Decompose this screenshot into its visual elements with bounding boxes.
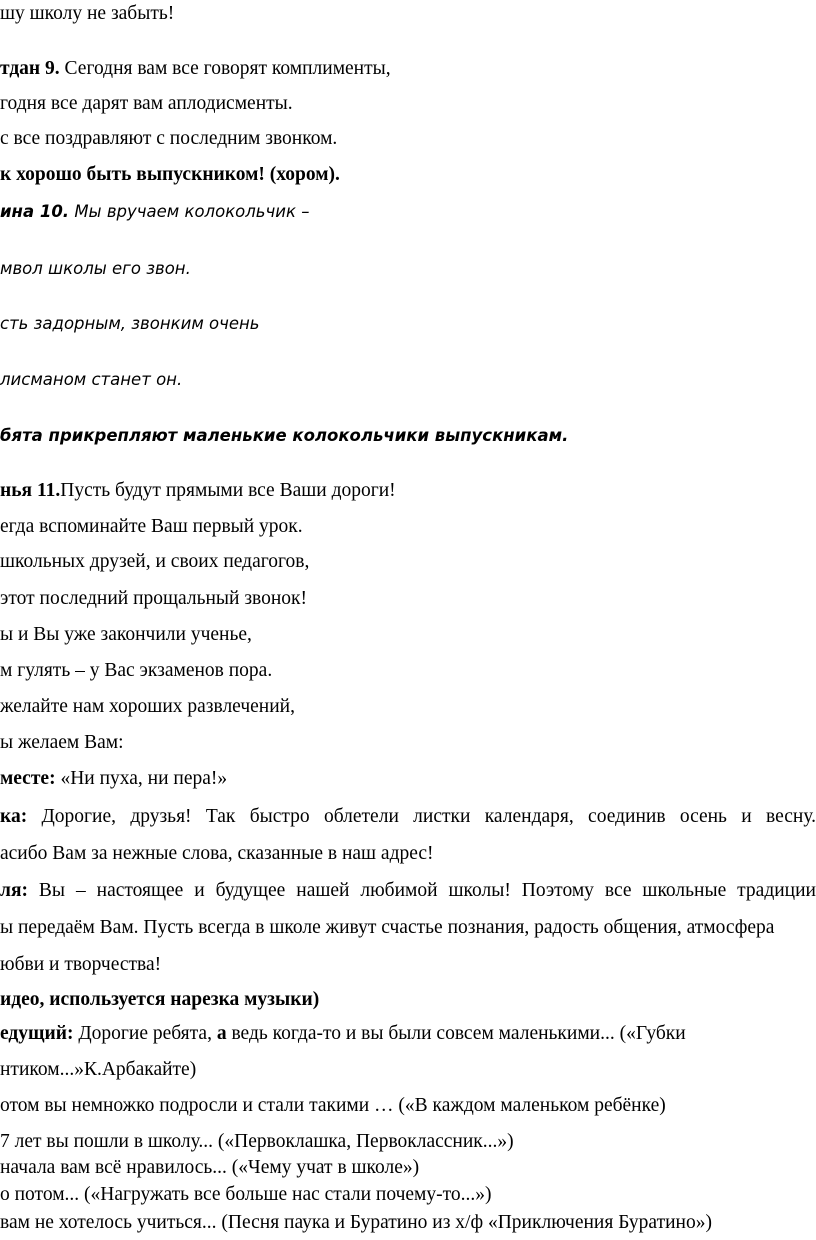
text-line: мвол школы его звон. — [0, 259, 191, 278]
text-line: этот последний прощальный звонок! — [0, 588, 308, 609]
bold-text: к хорошо быть выпускником! (хором). — [0, 164, 340, 185]
speaker-label: нья 11. — [0, 480, 61, 501]
speaker-line — [0, 1022, 686, 1046]
text-line: с все поздравляют с последним звонком. — [0, 128, 338, 149]
bold-italic-text: бята прикрепляют маленькие колокольчики выпускникам. — [0, 426, 569, 445]
text-line: ы желаем Вам: — [0, 732, 124, 753]
text-line: юбви и творчества! — [0, 954, 162, 975]
text-line: сть задорным, звонким очень — [0, 314, 260, 333]
speaker-line — [0, 200, 309, 224]
line-text: Мы вручаем колокольчик – — [69, 202, 310, 221]
speaker-line — [0, 57, 391, 81]
line-text: «Ни пуха, ни пера!» — [55, 768, 228, 789]
speaker-label: месте: — [0, 768, 56, 789]
text-line: начала вам всё нравилось... («Чему учат в школе») — [0, 1157, 420, 1178]
speaker-label: ина 10. — [0, 202, 70, 221]
text-line: вам не хотелось учиться... (Песня паука и Буратино из х/ф «Приключения Буратино») — [0, 1212, 712, 1233]
line-text: Сегодня вам все говорят комплименты, — [59, 58, 391, 79]
text-line: годня все дарят вам аплодисменты. — [0, 93, 293, 114]
text-line: егда вспоминайте Ваш первый урок. — [0, 516, 303, 537]
stage-direction — [0, 988, 319, 1012]
bold-text: идео, используется нарезка музыки) — [0, 989, 320, 1010]
text-line: шу школу не забыть! — [0, 3, 175, 24]
text-line: отом вы немножко подросли и стали такими … («В каждом маленьком ребёнке) — [0, 1095, 666, 1116]
text-line: ы передаём Вам. Пусть всегда в школе живут счастье познания, радость общения, атмосфера — [0, 917, 775, 938]
bold-word: а — [216, 1023, 227, 1044]
speaker-line — [0, 479, 396, 503]
text-line: желайте нам хороших развлечений, — [0, 696, 295, 717]
line-text: Вы – настоящее и будущее нашей любимой школы! Поэтому все школьные традиции — [27, 880, 816, 901]
text-line: ы и Вы уже закончили ученье, — [0, 624, 252, 645]
text-line: школьных друзей, и своих педагогов, — [0, 551, 310, 572]
speaker-label: тдан 9. — [0, 58, 60, 79]
line-text: Дорогие, друзья! Так быстро облетели листки календаря, соединив осень и весну. — [27, 806, 816, 827]
speaker-label: ка: — [0, 806, 28, 827]
line-text: Дорогие ребята, — [73, 1023, 217, 1044]
text-line: асибо Вам за нежные слова, сказанные в наш адрес! — [0, 843, 434, 864]
speaker-line — [0, 767, 227, 791]
text-line: 7 лет вы пошли в школу... («Первоклашка, Первоклассник...») — [0, 1131, 514, 1152]
chorus-line — [0, 163, 340, 187]
speaker-label: едущий: — [0, 1023, 74, 1044]
speaker-line — [0, 805, 816, 829]
text-line: нтиком...»К.Арбакайте) — [0, 1059, 197, 1080]
text-line: м гулять – у Вас экзаменов пора. — [0, 660, 273, 681]
speaker-label: ля: — [0, 880, 28, 901]
speaker-line — [0, 879, 816, 903]
stage-direction — [0, 424, 568, 448]
line-text: ведь когда-то и вы были совсем маленькими... («Губки — [226, 1023, 686, 1044]
text-line: о потом... («Нагружать все больше нас стали почему-то...») — [0, 1184, 492, 1205]
text-line: лисманом станет он. — [0, 370, 183, 389]
line-text: Пусть будут прямыми все Ваши дороги! — [60, 480, 396, 501]
